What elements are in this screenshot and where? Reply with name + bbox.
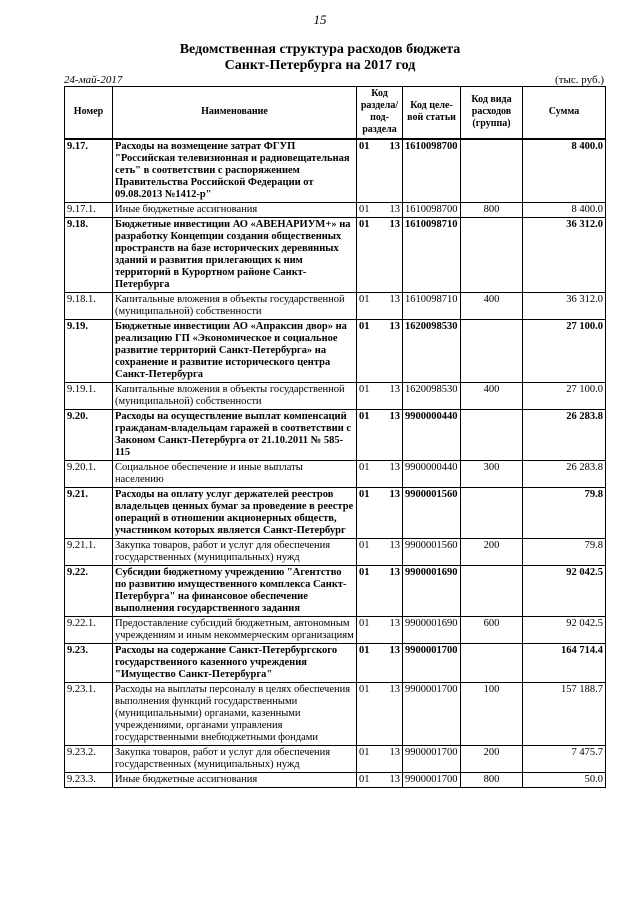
row-sum: 36 312.0: [523, 217, 606, 292]
table-row: [65, 565, 606, 616]
row-section-code: 01: [357, 292, 379, 319]
row-expense-type-code: 100: [461, 682, 523, 745]
row-expense-type-code: 400: [461, 292, 523, 319]
row-sum: 79.8: [523, 487, 606, 538]
row-name: Расходы на выплаты персоналу в целях обеспечения выполнения функций государственными (муниципальными) органами, казенными учреждениями, органами управления государственными внебюджетными фондами: [113, 682, 357, 745]
row-section-code: 01: [357, 460, 379, 487]
row-sum: 7 475.7: [523, 745, 606, 772]
row-name: Бюджетные инвестиции АО «Апраксин двор» на реализацию ГП «Экономическое и социальное развитие территорий Санкт-Петербурга» на сохранение и развитие исторического центра Санкт-Петербурга: [113, 319, 357, 382]
row-number: 9.19.1.: [65, 382, 113, 409]
row-section-code: 01: [357, 565, 379, 616]
table-row: [65, 682, 606, 745]
row-subsection-code: 13: [379, 460, 403, 487]
row-sum: 157 188.7: [523, 682, 606, 745]
row-subsection-code: 13: [379, 745, 403, 772]
row-target-code: 9900000440: [403, 409, 461, 460]
row-name: Капитальные вложения в объекты государственной (муниципальной) собственности: [113, 292, 357, 319]
row-section-code: 01: [357, 139, 379, 203]
row-section-code: 01: [357, 487, 379, 538]
table-row: [65, 538, 606, 565]
row-target-code: 1610098700: [403, 202, 461, 217]
table-row: [65, 382, 606, 409]
row-name: Социальное обеспечение и иные выплаты населению: [113, 460, 357, 487]
row-name: Расходы на содержание Санкт-Петербургского государственного казенного учреждения "Имущество Санкт-Петербурга": [113, 643, 357, 682]
row-number: 9.17.1.: [65, 202, 113, 217]
row-sum: 92 042.5: [523, 565, 606, 616]
row-sum: 26 283.8: [523, 460, 606, 487]
row-target-code: 1610098710: [403, 217, 461, 292]
row-sum: 164 714.4: [523, 643, 606, 682]
row-sum: 36 312.0: [523, 292, 606, 319]
row-expense-type-code: [461, 139, 523, 203]
row-number: 9.22.: [65, 565, 113, 616]
row-expense-type-code: 200: [461, 538, 523, 565]
header-expense-type-code: Код вида расходов (группа): [461, 87, 523, 139]
row-sum: 50.0: [523, 772, 606, 787]
row-subsection-code: 13: [379, 643, 403, 682]
row-number: 9.23.: [65, 643, 113, 682]
title-line-1: Ведомственная структура расходов бюджета: [179, 42, 461, 57]
row-section-code: 01: [357, 319, 379, 382]
row-name: Субсидии бюджетному учреждению "Агентство по развитию имущественного комплекса Санкт-Петербурга" на финансовое обеспечение выполнения государственного задания: [113, 565, 357, 616]
budget-table: [64, 86, 606, 788]
row-subsection-code: 13: [379, 682, 403, 745]
row-subsection-code: 13: [379, 139, 403, 203]
row-sum: 27 100.0: [523, 319, 606, 382]
row-name: Иные бюджетные ассигнования: [113, 202, 357, 217]
page-number: 15: [313, 12, 327, 27]
row-expense-type-code: 800: [461, 202, 523, 217]
header-section-code: Код раздела/ под- раздела: [357, 87, 403, 139]
row-expense-type-code: [461, 487, 523, 538]
row-expense-type-code: [461, 565, 523, 616]
row-subsection-code: 13: [379, 565, 403, 616]
row-name: Закупка товаров, работ и услуг для обеспечения государственных (муниципальных) нужд: [113, 745, 357, 772]
row-section-code: 01: [357, 202, 379, 217]
row-subsection-code: 13: [379, 217, 403, 292]
row-number: 9.20.1.: [65, 460, 113, 487]
document-title: [0, 42, 640, 74]
row-expense-type-code: 300: [461, 460, 523, 487]
table-row: [65, 217, 606, 292]
row-subsection-code: 13: [379, 409, 403, 460]
table-row: [65, 487, 606, 538]
row-number: 9.23.2.: [65, 745, 113, 772]
row-section-code: 01: [357, 616, 379, 643]
row-number: 9.22.1.: [65, 616, 113, 643]
row-name: Закупка товаров, работ и услуг для обеспечения государственных (муниципальных) нужд: [113, 538, 357, 565]
row-name: Расходы на оплату услуг держателей реестров владельцев ценных бумаг за проведение в реестре операций в отношении акционерных обществ, участником которых является Санкт-Петербург: [113, 487, 357, 538]
row-sum: 8 400.0: [523, 202, 606, 217]
row-name: Предоставление субсидий бюджетным, автономным учреждениям и иным некоммерческим организациям: [113, 616, 357, 643]
row-section-code: 01: [357, 382, 379, 409]
row-sum: 79.8: [523, 538, 606, 565]
row-section-code: 01: [357, 772, 379, 787]
table-row: [65, 616, 606, 643]
row-target-code: 9900001560: [403, 538, 461, 565]
row-expense-type-code: 600: [461, 616, 523, 643]
units-label: (тыс. руб.): [555, 74, 604, 86]
table-row: [65, 745, 606, 772]
row-expense-type-code: [461, 643, 523, 682]
row-target-code: 9900000440: [403, 460, 461, 487]
row-section-code: 01: [357, 682, 379, 745]
row-target-code: 9900001560: [403, 487, 461, 538]
row-number: 9.17.: [65, 139, 113, 203]
row-sum: 26 283.8: [523, 409, 606, 460]
header-sum: Сумма: [523, 87, 606, 139]
row-target-code: 9900001700: [403, 745, 461, 772]
row-target-code: 1620098530: [403, 382, 461, 409]
row-number: 9.23.1.: [65, 682, 113, 745]
row-subsection-code: 13: [379, 292, 403, 319]
row-target-code: 9900001700: [403, 682, 461, 745]
row-subsection-code: 13: [379, 487, 403, 538]
header-number: Номер: [65, 87, 113, 139]
table-row: [65, 319, 606, 382]
row-target-code: 9900001700: [403, 643, 461, 682]
row-section-code: 01: [357, 538, 379, 565]
table-row: [65, 202, 606, 217]
row-sum: 92 042.5: [523, 616, 606, 643]
row-subsection-code: 13: [379, 538, 403, 565]
row-section-code: 01: [357, 745, 379, 772]
row-section-code: 01: [357, 409, 379, 460]
header-target-code: Код целе- вой статьи: [403, 87, 461, 139]
table-body: [65, 139, 606, 788]
table-row: [65, 772, 606, 787]
row-number: 9.19.: [65, 319, 113, 382]
table-row: [65, 460, 606, 487]
row-expense-type-code: [461, 409, 523, 460]
table-row: [65, 139, 606, 203]
table-row: [65, 292, 606, 319]
row-name: Расходы на возмещение затрат ФГУП "Российская телевизионная и радиовещательная сеть" в соответствии с распоряжением Правительства Российской Федерации от 09.08.2013 №1412-р": [113, 139, 357, 203]
row-target-code: 1620098530: [403, 319, 461, 382]
table-row: [65, 409, 606, 460]
row-sum: 27 100.0: [523, 382, 606, 409]
row-section-code: 01: [357, 643, 379, 682]
document-date: 24-май-2017: [64, 74, 123, 86]
row-subsection-code: 13: [379, 382, 403, 409]
row-sum: 8 400.0: [523, 139, 606, 203]
row-number: 9.18.1.: [65, 292, 113, 319]
row-target-code: 9900001700: [403, 772, 461, 787]
row-target-code: 1610098710: [403, 292, 461, 319]
row-expense-type-code: 800: [461, 772, 523, 787]
row-target-code: 9900001690: [403, 616, 461, 643]
row-expense-type-code: 200: [461, 745, 523, 772]
row-number: 9.20.: [65, 409, 113, 460]
row-expense-type-code: [461, 319, 523, 382]
row-subsection-code: 13: [379, 772, 403, 787]
row-number: 9.23.3.: [65, 772, 113, 787]
row-section-code: 01: [357, 217, 379, 292]
row-expense-type-code: [461, 217, 523, 292]
row-target-code: 9900001690: [403, 565, 461, 616]
row-target-code: 1610098700: [403, 139, 461, 203]
row-name: Капитальные вложения в объекты государственной (муниципальной) собственности: [113, 382, 357, 409]
row-name: Иные бюджетные ассигнования: [113, 772, 357, 787]
table-row: [65, 643, 606, 682]
row-name: Бюджетные инвестиции АО «АВЕНАРИУМ+» на разработку Концепции создания общественных пространств на базе исторических деревянных зданий и развития прилегающих к ним территорий в Курортном районе Санкт-Петербурга: [113, 217, 357, 292]
row-subsection-code: 13: [379, 616, 403, 643]
header-name: Наименование: [113, 87, 357, 139]
row-number: 9.18.: [65, 217, 113, 292]
row-name: Расходы на осуществление выплат компенсаций гражданам-владельцам гаражей в соответствии с Законом Санкт-Петербурга от 21.10.2011 № 585-115: [113, 409, 357, 460]
row-expense-type-code: 400: [461, 382, 523, 409]
row-number: 9.21.: [65, 487, 113, 538]
row-number: 9.21.1.: [65, 538, 113, 565]
row-subsection-code: 13: [379, 319, 403, 382]
row-subsection-code: 13: [379, 202, 403, 217]
title-line-2: Санкт-Петербурга на 2017 год: [224, 58, 416, 73]
